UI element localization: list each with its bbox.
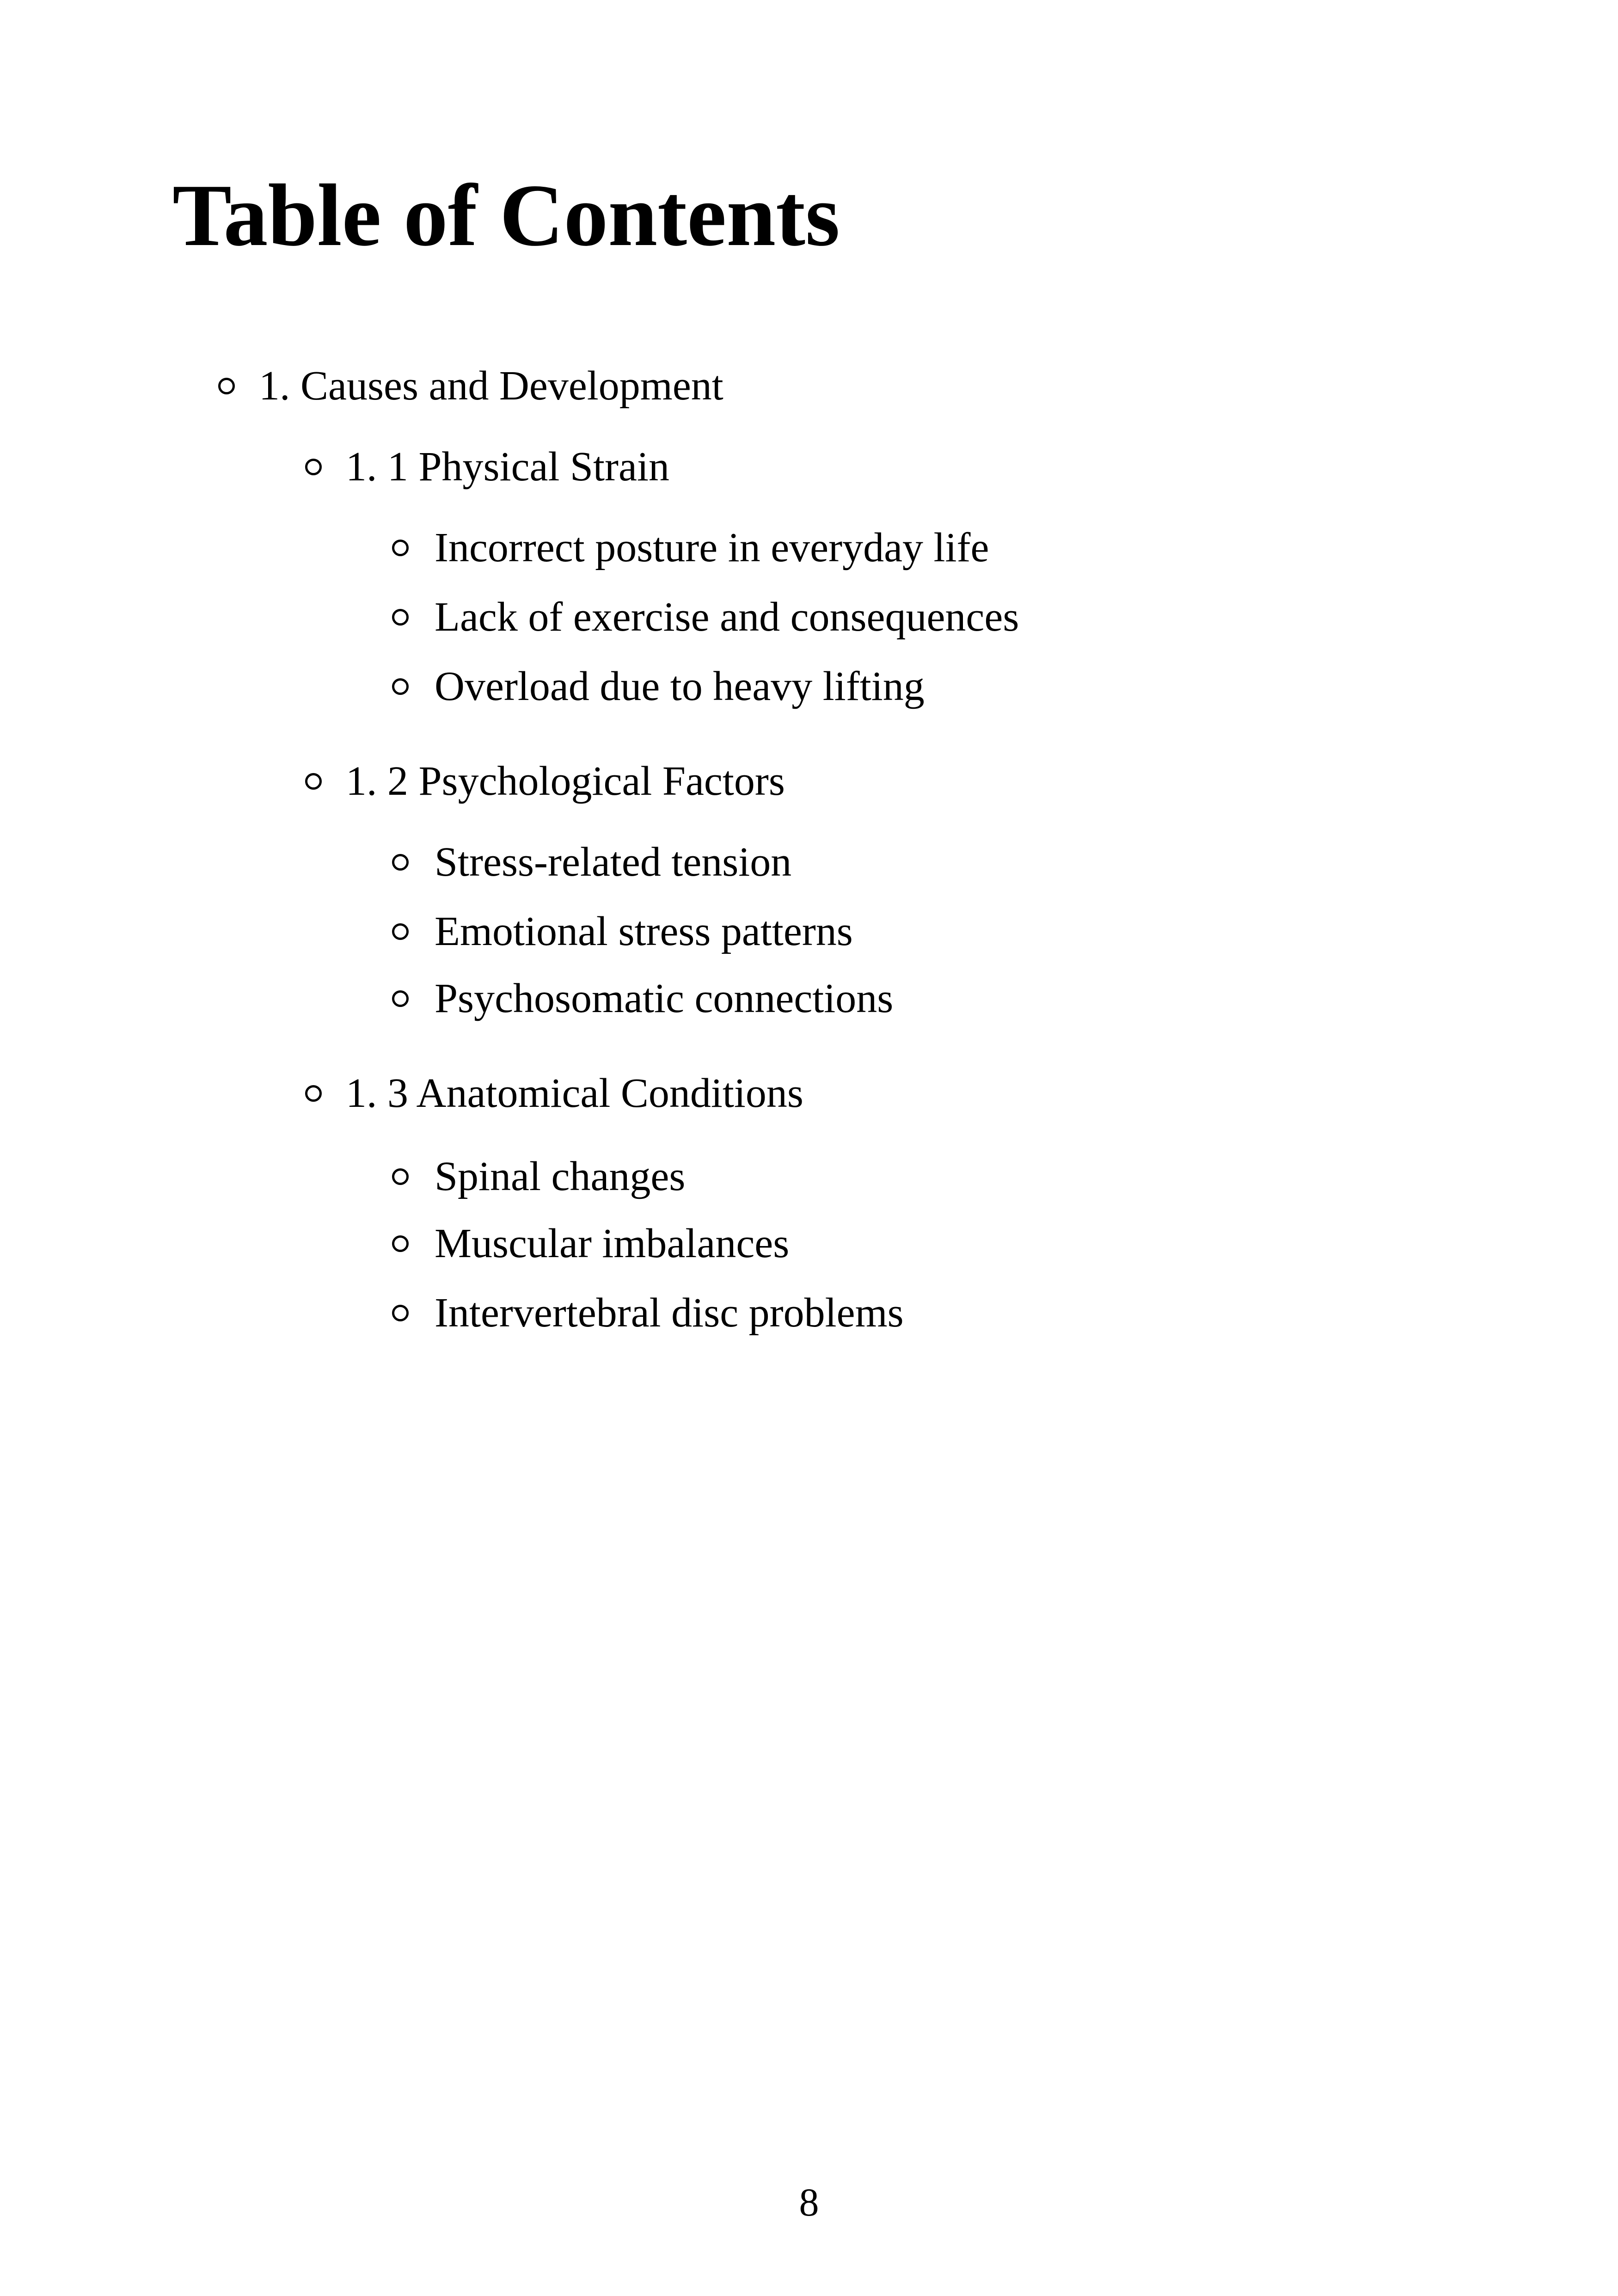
toc-entry-label: Incorrect posture in everyday life xyxy=(435,525,989,571)
toc-entry-label: Emotional stress patterns xyxy=(435,909,853,954)
hollow-circle-icon xyxy=(392,678,409,695)
toc-entry-label: 1. 3 Anatomical Conditions xyxy=(346,1070,803,1116)
hollow-circle-icon xyxy=(305,459,322,475)
toc-entry-causes-and-development[interactable] xyxy=(218,358,723,414)
toc-entry-muscular-imbalances[interactable] xyxy=(392,1216,789,1271)
toc-entry-label: Intervertebral disc problems xyxy=(435,1290,904,1336)
toc-entry-psychosomatic-connections[interactable] xyxy=(392,971,893,1026)
toc-entry-psychological-factors[interactable] xyxy=(305,754,785,809)
toc-entry-anatomical-conditions[interactable] xyxy=(305,1066,803,1121)
hollow-circle-icon xyxy=(392,1168,409,1185)
toc-entry-incorrect-posture[interactable] xyxy=(392,520,989,576)
toc-entry-label: 1. 1 Physical Strain xyxy=(346,444,669,490)
toc-entry-stress-related-tension[interactable] xyxy=(392,835,791,890)
hollow-circle-icon xyxy=(392,609,409,626)
toc-entry-lack-of-exercise[interactable] xyxy=(392,589,1019,645)
page-title: Table of Contents xyxy=(172,166,840,264)
toc-entry-overload-heavy-lifting[interactable] xyxy=(392,659,925,714)
hollow-circle-icon xyxy=(305,1085,322,1102)
hollow-circle-icon xyxy=(392,854,409,871)
hollow-circle-icon xyxy=(392,923,409,940)
hollow-circle-icon xyxy=(392,540,409,556)
toc-entry-label: Psychosomatic connections xyxy=(435,976,894,1021)
toc-entry-spinal-changes[interactable] xyxy=(392,1149,685,1204)
toc-entry-emotional-stress-patterns[interactable] xyxy=(392,904,853,959)
toc-entry-label: Spinal changes xyxy=(435,1154,686,1199)
toc-entry-intervertebral-disc-problems[interactable] xyxy=(392,1285,904,1341)
hollow-circle-icon xyxy=(392,1235,409,1252)
toc-entry-label: 1. 2 Psychological Factors xyxy=(346,758,785,804)
hollow-circle-icon xyxy=(305,773,322,790)
toc-entry-label: 1. Causes and Development xyxy=(259,363,723,409)
hollow-circle-icon xyxy=(392,990,409,1007)
hollow-circle-icon xyxy=(392,1305,409,1321)
toc-entry-label: Lack of exercise and consequences xyxy=(435,594,1019,640)
hollow-circle-icon xyxy=(218,378,235,394)
toc-entry-label: Stress-related tension xyxy=(435,839,792,885)
page-number: 8 xyxy=(799,2180,819,2224)
toc-entry-label: Muscular imbalances xyxy=(435,1221,790,1266)
toc-entry-label: Overload due to heavy lifting xyxy=(435,663,925,709)
toc-entry-physical-strain[interactable] xyxy=(305,439,669,495)
